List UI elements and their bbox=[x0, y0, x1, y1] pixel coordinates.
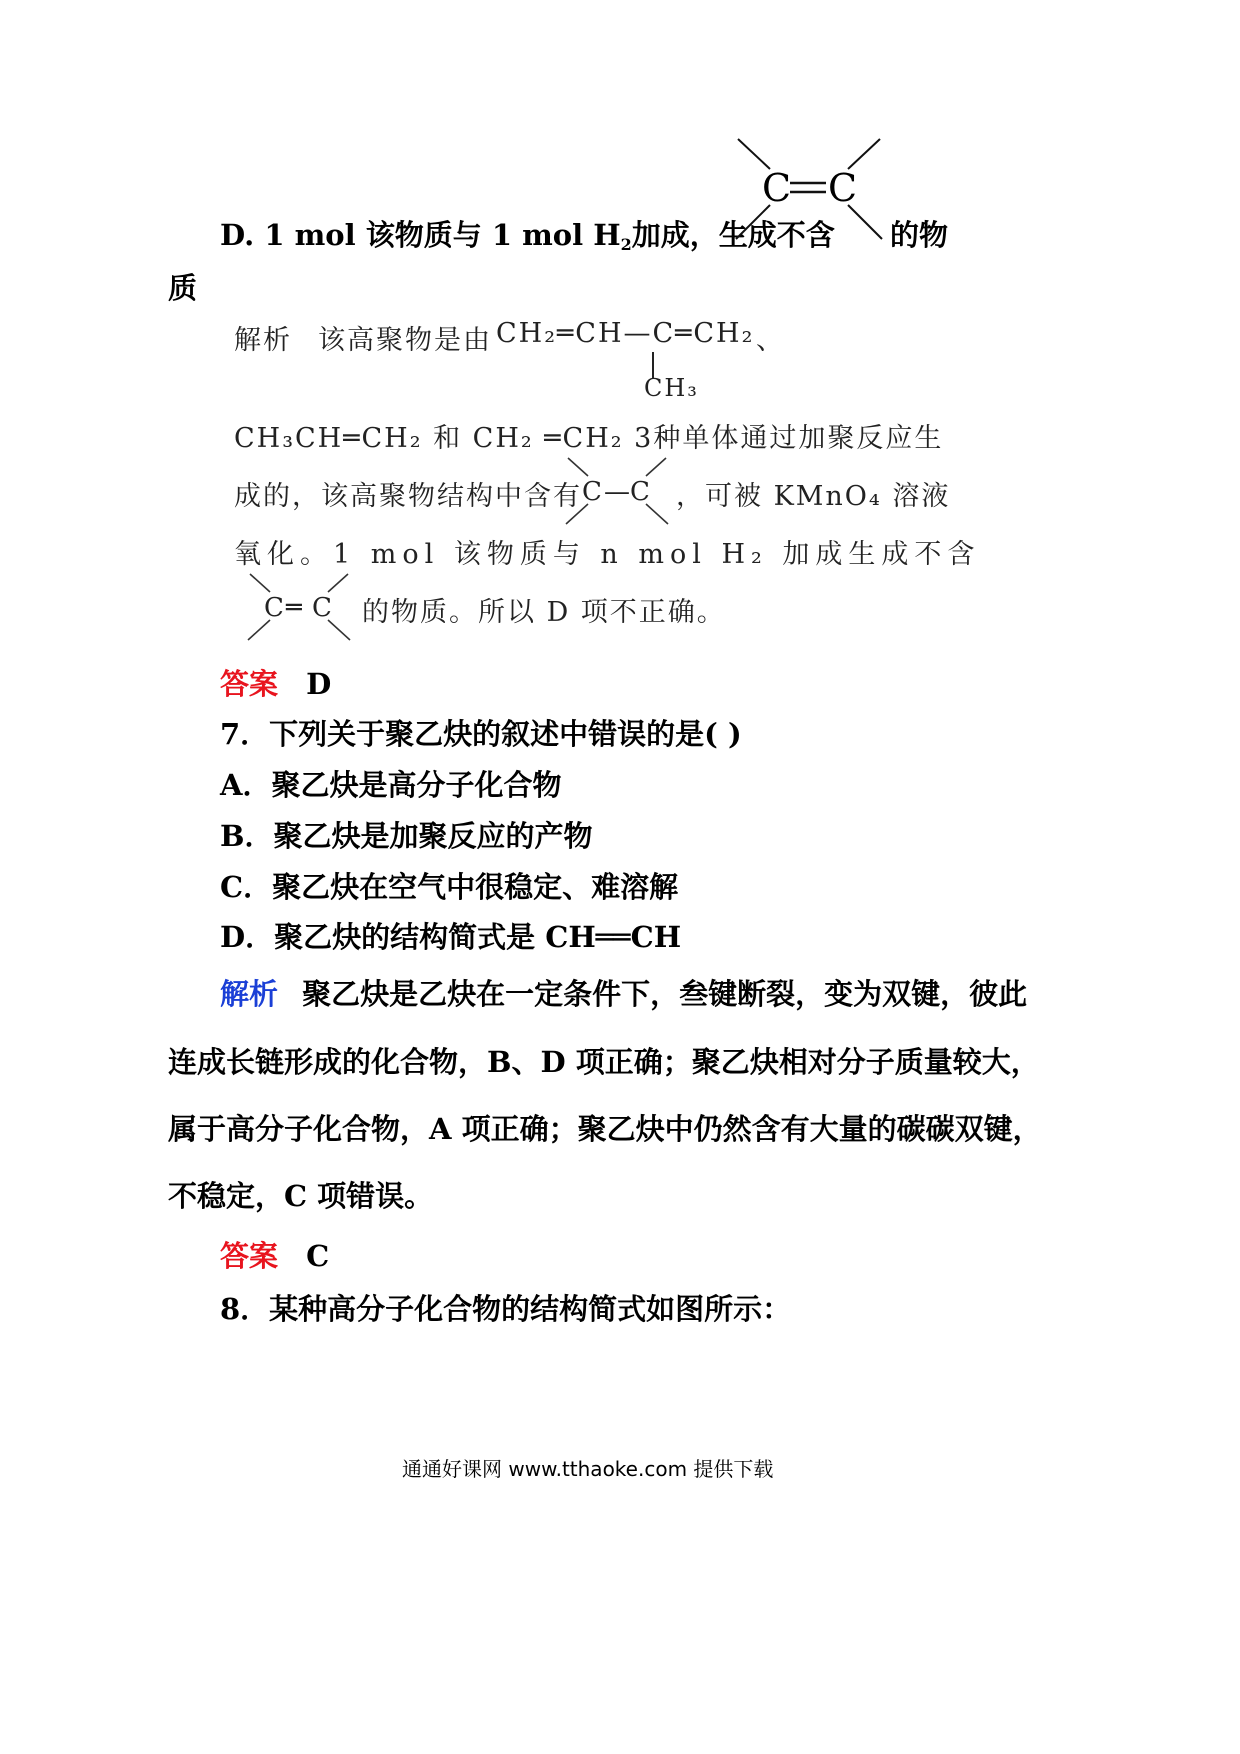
monomer-isoprene: CH₂═CH—C═CH₂ bbox=[496, 318, 755, 349]
atom-c-right: C bbox=[312, 593, 332, 623]
q7-option-a: A．聚乙炔是高分子化合物 bbox=[220, 768, 562, 802]
q6-option-d-end: 的物 bbox=[890, 218, 949, 252]
answer-value: D bbox=[306, 667, 332, 701]
page-footer: 通通好课网 www.tthaoke.com 提供下载 bbox=[402, 1457, 774, 1481]
q7-option-b: B．聚乙炔是加聚反应的产物 bbox=[220, 819, 593, 853]
analysis7-line2: 连成长链形成的化合物，B、D 项正确；聚乙炔相对分子质量较大， bbox=[168, 1045, 1040, 1079]
cc-double-bond-structure-large bbox=[730, 135, 890, 245]
analysis6-line1-end: 、 bbox=[756, 325, 785, 356]
atom-c-left: C bbox=[264, 593, 284, 623]
analysis6-line2: CH₃CH═CH₂ 和 CH₂ ═CH₂ 3种单体通过加聚反应生 bbox=[234, 423, 944, 454]
monomer-branch-ch3: CH₃ bbox=[644, 374, 699, 402]
analysis-label: 解析 bbox=[220, 977, 279, 1011]
option-label: D. bbox=[220, 218, 255, 252]
analysis6-line5: 的物质。所以 D 项不正确。 bbox=[362, 597, 726, 628]
double-bond: ═ bbox=[286, 593, 302, 623]
atom-c-left: C bbox=[762, 166, 792, 210]
atom-c-left: C bbox=[582, 477, 602, 507]
answer-label: 答案 bbox=[220, 667, 279, 701]
analysis6-label: 解析 bbox=[234, 325, 292, 356]
analysis6-line3b: ，可被 KMnO₄ 溶液 bbox=[676, 481, 951, 512]
answer6 bbox=[220, 662, 331, 703]
cc-double-bond-structure-small bbox=[244, 570, 354, 642]
single-bond: — bbox=[604, 477, 630, 507]
analysis7-line1-wrap bbox=[220, 972, 1027, 1013]
subscript: 2 bbox=[620, 235, 632, 254]
cc-single-bond-structure bbox=[562, 454, 672, 526]
answer-value: C bbox=[306, 1239, 330, 1273]
analysis6-line1: 该高聚物是由 bbox=[318, 325, 492, 356]
q8-stem: 8．某种高分子化合物的结构简式如图所示： bbox=[220, 1292, 792, 1326]
q6-option-d-wrap: 质 bbox=[168, 271, 198, 305]
q7-stem: 7．下列关于聚乙炔的叙述中错误的是( ) bbox=[220, 717, 742, 751]
analysis6-line3a: 成的，该高聚物结构中含有 bbox=[234, 481, 582, 512]
q7-option-c: C．聚乙炔在空气中很稳定、难溶解 bbox=[220, 870, 679, 904]
analysis7-line4: 不稳定，C 项错误。 bbox=[168, 1179, 434, 1213]
option-text-2: 加成，生成不含 bbox=[631, 218, 835, 252]
option-text: 1 mol 该物质与 1 mol H bbox=[264, 218, 621, 252]
q7-option-d: D．聚乙炔的结构简式是 CH══CH bbox=[220, 920, 682, 954]
analysis6-line4: 氧化。1 mol 该物质与 n mol H₂ 加成生成不含 bbox=[234, 539, 981, 570]
answer7 bbox=[220, 1234, 329, 1275]
atom-c-right: C bbox=[630, 477, 650, 507]
atom-c-right: C bbox=[828, 166, 858, 210]
analysis7-line3: 属于高分子化合物，A 项正确；聚乙炔中仍然含有大量的碳碳双键， bbox=[168, 1112, 1042, 1146]
analysis7-line1: 聚乙炔是乙炔在一定条件下，叁键断裂，变为双键，彼此 bbox=[302, 977, 1028, 1011]
answer-label: 答案 bbox=[220, 1239, 279, 1273]
